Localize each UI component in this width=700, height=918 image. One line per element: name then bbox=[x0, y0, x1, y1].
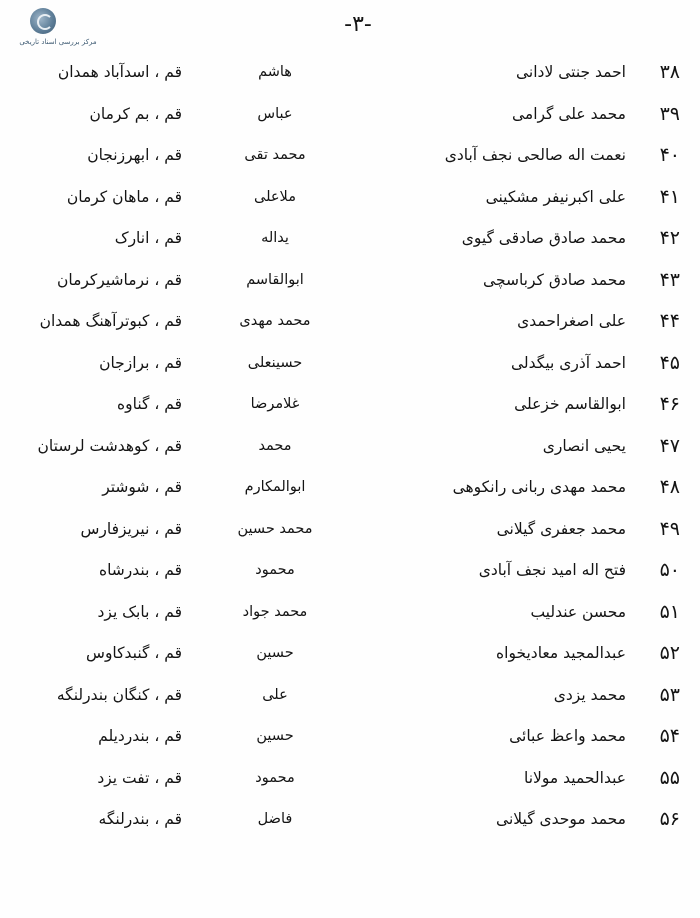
list-row bbox=[0, 99, 700, 129]
list-row bbox=[0, 680, 700, 710]
father-name: حسینعلی bbox=[247, 355, 303, 371]
person-name: یحیی انصاری bbox=[542, 437, 626, 455]
residence-place: قم ، بندرديلم bbox=[98, 727, 182, 745]
row-number: ۴۳ bbox=[659, 269, 680, 291]
list-row bbox=[0, 514, 700, 544]
row-number: ۴۵ bbox=[659, 352, 680, 374]
person-name: احمد آذری بیگدلی bbox=[511, 354, 626, 372]
list-row bbox=[0, 431, 700, 461]
residence-place: قم ، نیریزفارس bbox=[80, 520, 182, 538]
list-row bbox=[0, 348, 700, 378]
list-row bbox=[0, 721, 700, 751]
father-name: عباس bbox=[257, 106, 293, 122]
person-name: محمد واعظ عبائی bbox=[509, 727, 626, 745]
residence-place: قم ، بابک یزد bbox=[97, 603, 182, 621]
person-name: محمد صادق کرباسچی bbox=[483, 271, 626, 289]
father-name: محمد حسین bbox=[237, 521, 313, 537]
list-row bbox=[0, 763, 700, 793]
list-row bbox=[0, 265, 700, 295]
residence-place: قم ، کنگان بندرلنگه bbox=[56, 686, 182, 704]
residence-place: قم ، انارک bbox=[114, 229, 182, 247]
list-row bbox=[0, 223, 700, 253]
row-number: ۴۱ bbox=[659, 186, 680, 208]
list-row bbox=[0, 182, 700, 212]
father-name: محمود bbox=[255, 562, 295, 578]
row-number: ۵۳ bbox=[659, 684, 680, 706]
list-row bbox=[0, 804, 700, 834]
father-name: محمد جواد bbox=[242, 604, 308, 620]
logo-caption: مرکز بررسی اسناد تاریخی bbox=[19, 38, 97, 46]
person-name: محسن عندلیب bbox=[530, 603, 626, 621]
residence-place: قم ، نرماشیرکرمان bbox=[56, 271, 182, 289]
person-name: علی اصغراحمدی bbox=[517, 312, 626, 330]
list-row bbox=[0, 472, 700, 502]
person-name: نعمت اله صالحی نجف آبادی bbox=[444, 146, 626, 164]
residence-place: قم ، بندرلنگه bbox=[98, 810, 182, 828]
residence-place: قم ، ماهان کرمان bbox=[66, 188, 182, 206]
row-number: ۵۱ bbox=[659, 601, 680, 623]
person-name: عبدالحمید مولانا bbox=[524, 769, 626, 787]
list-row bbox=[0, 389, 700, 419]
list-row bbox=[0, 140, 700, 170]
person-name: عبدالمجید معادیخواه bbox=[496, 644, 626, 662]
person-name: محمد جعفری گیلانی bbox=[496, 520, 626, 538]
row-number: ۵۰ bbox=[659, 559, 680, 581]
father-name: حسین bbox=[256, 645, 294, 661]
row-number: ۴۰ bbox=[659, 144, 680, 166]
list-row bbox=[0, 597, 700, 627]
father-name: ابوالمکارم bbox=[244, 479, 306, 495]
residence-place: قم ، گناوه bbox=[117, 395, 182, 413]
list-row bbox=[0, 638, 700, 668]
row-number: ۳۸ bbox=[659, 61, 680, 83]
father-name: علی bbox=[262, 687, 288, 703]
residence-place: قم ، کوهدشت لرستان bbox=[37, 437, 182, 455]
row-number: ۴۷ bbox=[659, 435, 680, 457]
residence-place: قم ، شوشتر bbox=[102, 478, 182, 496]
residence-place: قم ، بندرشاه bbox=[98, 561, 182, 579]
person-name: محمد علی گرامی bbox=[511, 105, 626, 123]
row-number: ۵۵ bbox=[659, 767, 680, 789]
list-row bbox=[0, 306, 700, 336]
person-name: محمد صادق صادقی گیوی bbox=[461, 229, 626, 247]
residence-place: قم ، بم کرمان bbox=[89, 105, 182, 123]
residence-place: قم ، ابهرزنجان bbox=[87, 146, 182, 164]
row-number: ۵۴ bbox=[659, 725, 680, 747]
person-name: محمد موحدی گیلانی bbox=[496, 810, 626, 828]
row-number: ۴۲ bbox=[659, 227, 680, 249]
row-number: ۵۶ bbox=[659, 808, 680, 830]
person-name: فتح اله امید نجف آبادی bbox=[478, 561, 626, 579]
father-name: محمد bbox=[258, 438, 292, 454]
father-name: ملاعلی bbox=[254, 189, 296, 205]
row-number: ۴۸ bbox=[659, 476, 680, 498]
list-row bbox=[0, 555, 700, 585]
person-name: ابوالقاسم خزعلی bbox=[514, 395, 626, 413]
father-name: یداله bbox=[261, 230, 289, 246]
residence-place: قم ، تفت یزد bbox=[97, 769, 182, 787]
residence-place: قم ، گنبدکاوس bbox=[86, 644, 182, 662]
father-name: هاشم bbox=[258, 64, 292, 80]
list-row bbox=[0, 57, 700, 87]
father-name: غلامرضا bbox=[250, 396, 300, 412]
father-name: محمد مهدی bbox=[239, 313, 311, 329]
row-number: ۵۲ bbox=[659, 642, 680, 664]
row-number: ۴۹ bbox=[659, 518, 680, 540]
person-name: علی اکبرنیفر مشکینی bbox=[485, 188, 626, 206]
residence-place: قم ، کبوترآهنگ همدان bbox=[39, 312, 182, 330]
person-name: محمد مهدی ربانی رانکوهی bbox=[452, 478, 626, 496]
father-name: ابوالقاسم bbox=[246, 272, 304, 288]
row-number: ۴۶ bbox=[659, 393, 680, 415]
residence-place: قم ، برازجان bbox=[99, 354, 182, 372]
father-name: حسین bbox=[256, 728, 294, 744]
father-name: محمود bbox=[255, 770, 295, 786]
row-number: ۳۹ bbox=[659, 103, 680, 125]
row-number: ۴۴ bbox=[659, 310, 680, 332]
residence-place: قم ، اسدآباد همدان bbox=[57, 63, 182, 81]
person-name: احمد جنتی لادانی bbox=[516, 63, 626, 81]
father-name: محمد تقی bbox=[244, 147, 306, 163]
page-number: -۳- bbox=[344, 12, 372, 37]
father-name: فاضل bbox=[257, 811, 293, 827]
person-name: محمد یزدی bbox=[553, 686, 626, 704]
